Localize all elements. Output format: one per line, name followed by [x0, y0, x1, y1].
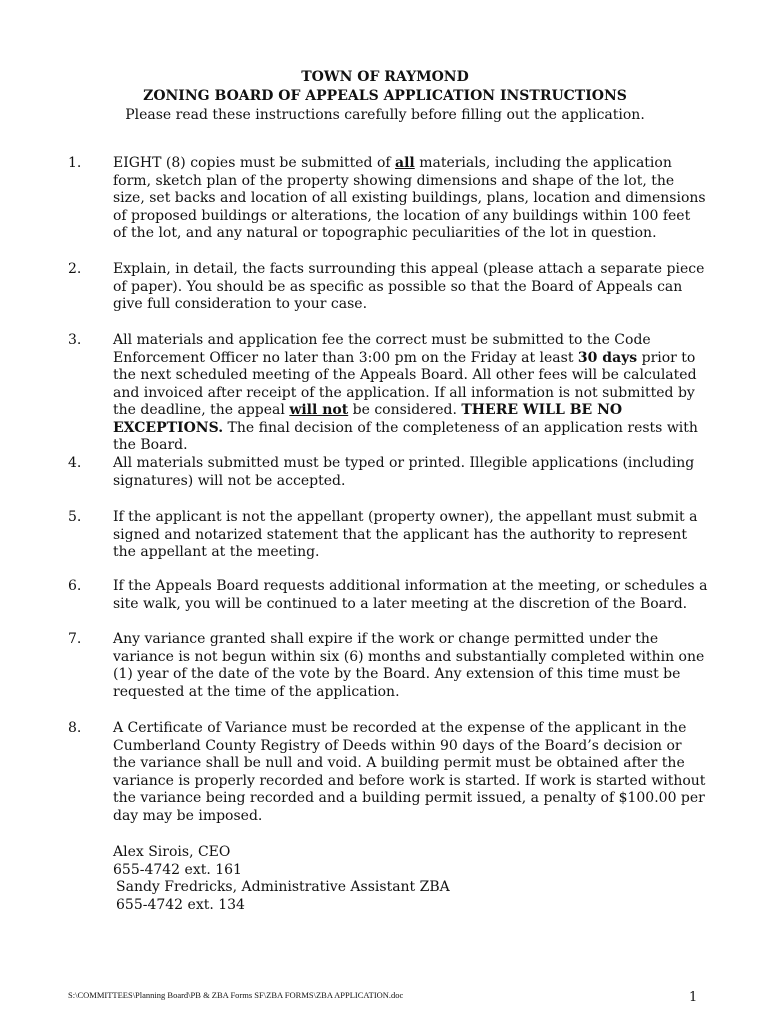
emphasis-all: all [395, 155, 415, 171]
item-number: 5. [68, 509, 82, 525]
item-text-part: All materials and application fee the correct must be submitted to the Code Enforcement Officer no later than 3:00 pm on the Friday at least [113, 332, 651, 366]
item-text-part: EIGHT (8) copies must be submitted of [113, 155, 396, 171]
contact-phone-ceo: 655-4742 ext. 161 [113, 861, 242, 878]
item-text-part: prior to the next scheduled meeting of the Appeals Board. All other fees will be calculated and invoiced after receipt of the application. If all information is not submitted by the deadline, the appeal [113, 349, 697, 418]
file-path-footer: S:\COMMITTEES\Planning Board\PB & ZBA Forms SF\ZBA FORMS\ZBA APPLICATION.doc [68, 990, 404, 1000]
item-text-part: materials, including the application form, sketch plan of the property showing dimensions and shape of the lot, the size, set backs and location of all existing buildings, plans, location and dimensions of proposed buildings or alterations, the location of any buildings within 100 feet of the lot, and any natural or topographic peculiarities of the lot in question. [113, 155, 706, 241]
instruction-item-8 [68, 720, 708, 825]
instruction-item-3 [68, 332, 708, 455]
item-text: A Certificate of Variance must be recorded at the expense of the applicant in the Cumberland County Registry of Deeds within 90 days of the Board’s decision or the variance shall be null and void. A building permit must be obtained after the variance is properly recorded and before work is started. If work is started without the variance being recorded and a building permit issued, a penalty of $100.00 per day may be imposed. [113, 720, 706, 824]
item-number: 3. [68, 332, 82, 348]
contact-name-ceo: Alex Sirois, CEO [113, 844, 231, 860]
item-text: All materials submitted must be typed or printed. Illegible applications (including signatures) will not be accepted. [113, 455, 695, 489]
item-text [113, 332, 708, 455]
instruction-item-2 [68, 261, 708, 314]
item-number: 2. [68, 261, 82, 277]
instruction-item-7 [68, 631, 708, 701]
emphasis-will-not: will not [289, 402, 349, 418]
item-text: If the applicant is not the appellant (property owner), the appellant must submit a signed and notarized statement that the applicant has the authority to represent the appellant at the meeting. [113, 509, 698, 560]
item-number: 7. [68, 631, 82, 647]
item-text-part: The final decision of the completeness of an application rests with the Board. [113, 419, 698, 453]
emphasis-no-exceptions: THERE WILL BE NO EXCEPTIONS. [113, 402, 623, 436]
document-header [0, 68, 770, 125]
contact-name-assistant: Sandy Fredricks, Administrative Assistant ZBA [116, 879, 450, 896]
emphasis-30-days: 30 days [577, 349, 638, 366]
item-text: If the Appeals Board requests additional information at the meeting, or schedules a site walk, you will be continued to a later meeting at the discretion of the Board. [113, 578, 708, 612]
instructions-note: Please read these instructions carefully before filling out the application. [125, 107, 645, 123]
item-text [113, 155, 708, 243]
page-number: 1 [689, 990, 698, 1005]
item-number: 4. [68, 455, 82, 471]
instruction-item-4 [68, 455, 708, 490]
instruction-item-1 [68, 155, 708, 243]
item-text: Explain, in detail, the facts surrounding this appeal (please attach a separate piece of paper). You should be as specific as possible so that the Board of Appeals can give full consideration to your case. [113, 261, 705, 312]
item-number: 6. [68, 578, 82, 594]
instruction-item-6 [68, 578, 708, 613]
document-title: ZONING BOARD OF APPEALS APPLICATION INSTRUCTIONS [143, 88, 627, 104]
town-title: TOWN OF RAYMOND [301, 69, 469, 85]
item-text: Any variance granted shall expire if the work or change permitted under the variance is not begun within six (6) months and substantially completed within one (1) year of the date of the vote by the Board. Any extension of this time must be requested at the time of the application. [113, 631, 705, 700]
contact-phone-assistant: 655-4742 ext. 134 [116, 896, 245, 913]
item-number: 8. [68, 720, 82, 736]
contact-signature [113, 844, 450, 914]
item-number: 1. [68, 155, 82, 171]
item-text-part: be considered. [348, 402, 462, 418]
instruction-item-5 [68, 509, 708, 562]
